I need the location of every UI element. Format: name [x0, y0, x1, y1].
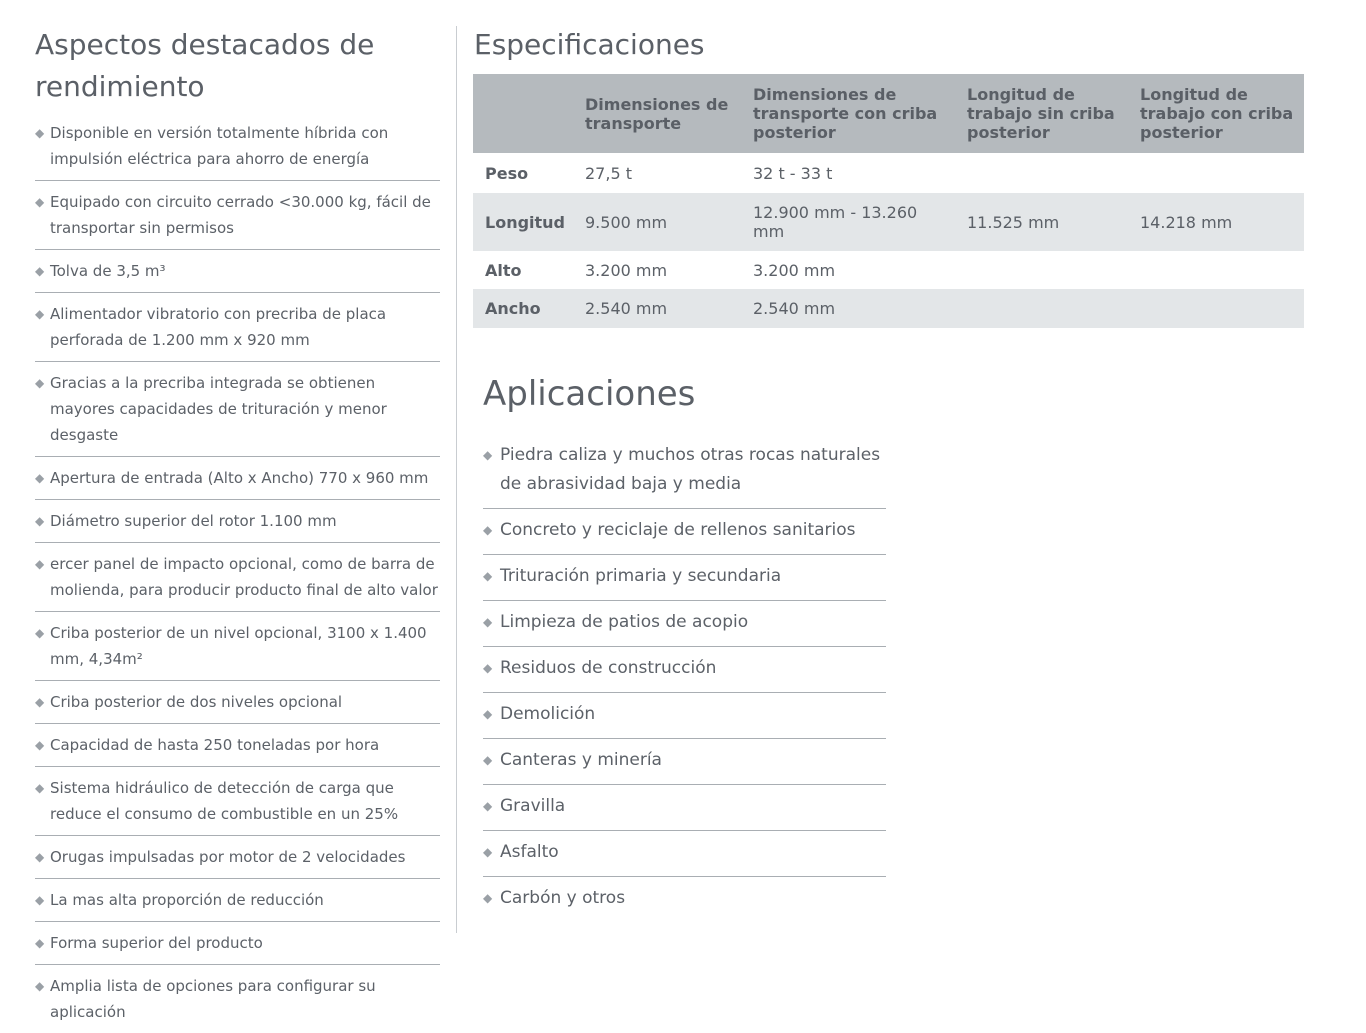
bullet-diamond-icon: ◆ [35, 850, 45, 864]
bullet-diamond-icon: ◆ [35, 738, 45, 752]
highlight-text: Alimentador vibratorio con precriba de placa perforada de 1.200 mm x 920 mm [50, 305, 387, 349]
bullet-diamond-icon: ◆ [35, 264, 45, 278]
highlight-item [35, 836, 440, 879]
table-cell: 14.218 mm [1128, 193, 1304, 251]
application-text: Piedra caliza y muchos otras rocas naturales de abrasividad baja y media [500, 445, 881, 494]
bullet-diamond-icon: ◆ [35, 307, 45, 321]
bullet-diamond-icon: ◆ [483, 753, 493, 767]
application-item [483, 601, 886, 647]
table-cell [1128, 153, 1304, 193]
specs-header-cell: Dimensiones de transporte [573, 74, 741, 153]
highlight-item [35, 612, 440, 681]
bullet-diamond-icon: ◆ [35, 936, 45, 950]
application-text: Residuos de construcción [500, 658, 717, 678]
table-cell [1128, 289, 1304, 328]
bullet-diamond-icon: ◆ [483, 615, 493, 629]
specs-header-cell: Dimensiones de transporte con criba posterior [741, 74, 955, 153]
bullet-diamond-icon: ◆ [35, 195, 45, 209]
bullet-diamond-icon: ◆ [35, 376, 45, 390]
specs-header-cell [473, 74, 573, 153]
table-cell: 2.540 mm [741, 289, 955, 328]
application-text: Asfalto [500, 842, 559, 862]
highlight-item [35, 681, 440, 724]
applications-title: Aplicaciones [483, 374, 696, 414]
specs-header-cell: Longitud de trabajo sin criba posterior [955, 74, 1128, 153]
table-row [473, 289, 1304, 328]
specs-header-cell: Longitud de trabajo con criba posterior [1128, 74, 1304, 153]
table-cell [955, 153, 1128, 193]
bullet-diamond-icon: ◆ [35, 514, 45, 528]
bullet-diamond-icon: ◆ [35, 471, 45, 485]
highlight-item [35, 293, 440, 362]
highlight-item [35, 181, 440, 250]
application-text: Gravilla [500, 796, 566, 816]
table-cell [955, 289, 1128, 328]
application-text: Canteras y minería [500, 750, 662, 770]
application-text: Limpieza de patios de acopio [500, 612, 749, 632]
highlight-text: Orugas impulsadas por motor de 2 velocidades [50, 848, 406, 866]
row-label: Peso [485, 163, 529, 183]
bullet-diamond-icon: ◆ [35, 695, 45, 709]
highlight-item [35, 362, 440, 457]
bullet-diamond-icon: ◆ [483, 523, 493, 537]
bullet-diamond-icon: ◆ [483, 891, 493, 905]
bullet-diamond-icon: ◆ [35, 126, 45, 140]
column-divider [456, 26, 457, 933]
highlight-text: Sistema hidráulico de detección de carga que reduce el consumo de combustible en un 25% [50, 779, 399, 823]
highlight-item [35, 965, 440, 1033]
highlight-text: Forma superior del producto [50, 934, 263, 952]
table-row [473, 193, 1304, 251]
bullet-diamond-icon: ◆ [483, 661, 493, 675]
application-text: Carbón y otros [500, 888, 626, 908]
table-cell: 11.525 mm [955, 193, 1128, 251]
table-cell: 3.200 mm [585, 260, 668, 280]
row-label: Alto [485, 260, 522, 280]
highlight-item [35, 879, 440, 922]
highlight-text: Diámetro superior del rotor 1.100 mm [50, 512, 337, 530]
table-cell: 9.500 mm [573, 193, 741, 251]
table-cell: 32 t - 33 t [753, 163, 833, 183]
application-item [483, 509, 886, 555]
application-item [483, 785, 886, 831]
table-cell [1128, 251, 1304, 289]
highlights-title: Aspectos destacados de rendimiento [35, 28, 375, 103]
highlight-text: ercer panel de impacto opcional, como de barra de molienda, para producir producto final de alto valor [50, 555, 438, 599]
highlights-section [35, 24, 440, 1033]
bullet-diamond-icon: ◆ [483, 845, 493, 859]
highlight-text: Capacidad de hasta 250 toneladas por hora [50, 736, 380, 754]
highlights-list [35, 112, 440, 1033]
bullet-diamond-icon: ◆ [483, 707, 493, 721]
application-item [483, 693, 886, 739]
highlight-item [35, 250, 440, 293]
highlight-text: La mas alta proporción de reducción [50, 891, 324, 909]
table-cell: 12.900 mm - 13.260 mm [741, 193, 955, 251]
row-label: Longitud [473, 193, 573, 251]
application-item [483, 434, 886, 509]
specs-table [473, 74, 1304, 328]
table-cell: 2.540 mm [573, 289, 741, 328]
highlight-item [35, 543, 440, 612]
highlight-item [35, 922, 440, 965]
application-item [483, 877, 886, 922]
bullet-diamond-icon: ◆ [35, 557, 45, 571]
highlight-item [35, 457, 440, 500]
highlight-item [35, 112, 440, 181]
specs-title: Especificaciones [474, 28, 705, 61]
bullet-diamond-icon: ◆ [483, 569, 493, 583]
applications-list [483, 434, 886, 922]
highlight-text: Disponible en versión totalmente híbrida con impulsión eléctrica para ahorro de energía [50, 124, 389, 168]
application-item [483, 831, 886, 877]
highlight-text: Criba posterior de un nivel opcional, 3100 x 1.400 mm, 4,34m² [50, 624, 427, 668]
bullet-diamond-icon: ◆ [35, 979, 45, 993]
table-cell: 27,5 t [585, 163, 632, 183]
bullet-diamond-icon: ◆ [483, 448, 493, 462]
highlight-item [35, 500, 440, 543]
highlight-item [35, 767, 440, 836]
bullet-diamond-icon: ◆ [35, 781, 45, 795]
table-row [473, 251, 1304, 289]
application-text: Demolición [500, 704, 596, 724]
row-label: Ancho [473, 289, 573, 328]
highlight-text: Tolva de 3,5 m³ [50, 262, 166, 280]
specs-header-row [473, 74, 1304, 153]
bullet-diamond-icon: ◆ [35, 626, 45, 640]
highlight-item [35, 724, 440, 767]
application-item [483, 647, 886, 693]
table-cell [955, 251, 1128, 289]
highlight-text: Amplia lista de opciones para configurar su aplicación [50, 977, 376, 1021]
bullet-diamond-icon: ◆ [483, 799, 493, 813]
bullet-diamond-icon: ◆ [35, 893, 45, 907]
application-text: Concreto y reciclaje de rellenos sanitarios [500, 520, 856, 540]
table-row [473, 153, 1304, 193]
highlight-text: Gracias a la precriba integrada se obtienen mayores capacidades de trituración y menor desgaste [50, 374, 387, 444]
highlight-text: Equipado con circuito cerrado <30.000 kg, fácil de transportar sin permisos [50, 193, 431, 237]
table-cell: 3.200 mm [753, 260, 836, 280]
application-item [483, 555, 886, 601]
application-item [483, 739, 886, 785]
application-text: Trituración primaria y secundaria [500, 566, 782, 586]
highlight-text: Apertura de entrada (Alto x Ancho) 770 x 960 mm [50, 469, 429, 487]
highlight-text: Criba posterior de dos niveles opcional [50, 693, 343, 711]
